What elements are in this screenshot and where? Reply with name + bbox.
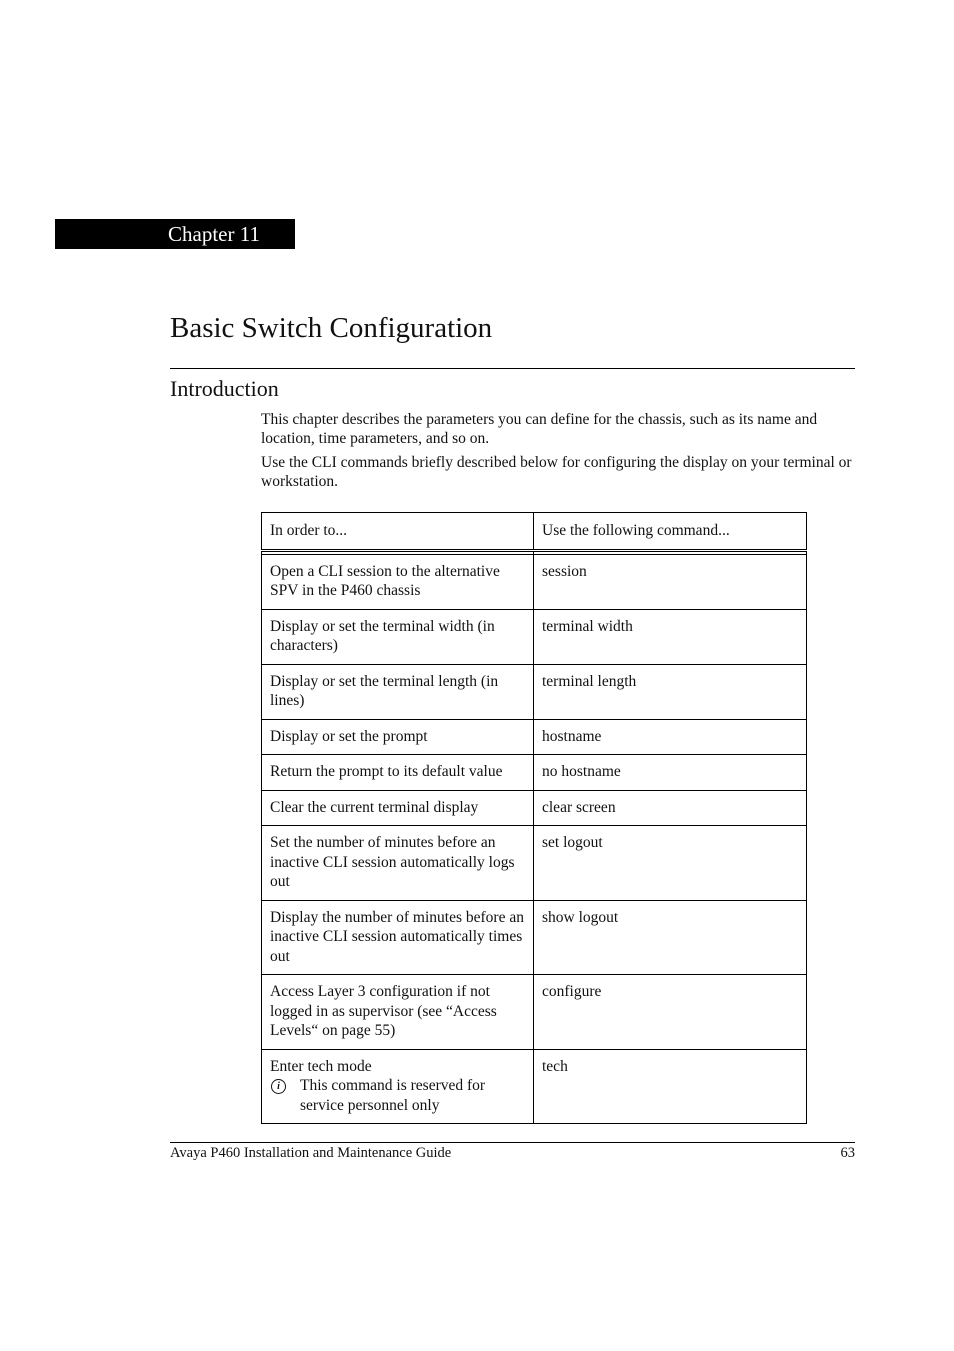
command-table xyxy=(261,512,807,1124)
task-cell: Display the number of minutes before an inactive CLI session automatically times out xyxy=(262,900,534,975)
note xyxy=(270,1076,525,1115)
table-row xyxy=(262,790,807,826)
table-header-row xyxy=(262,513,807,551)
footer-divider xyxy=(170,1142,855,1143)
table-row xyxy=(262,900,807,975)
command-cell: show logout xyxy=(534,900,807,975)
table-row xyxy=(262,975,807,1050)
chapter-label: Chapter 11 xyxy=(55,219,295,249)
note-text: This command is reserved for service personnel only xyxy=(300,1077,486,1114)
title-divider xyxy=(170,368,855,369)
task-cell xyxy=(262,1049,534,1124)
task-cell: Display or set the terminal length (in lines) xyxy=(262,664,534,719)
table-header-task: In order to... xyxy=(262,513,534,551)
table-row xyxy=(262,826,807,901)
intro-paragraph-2: Use the CLI commands briefly described below for configuring the display on your terminal or workstation. xyxy=(261,454,852,490)
task-cell: Return the prompt to its default value xyxy=(262,755,534,791)
page-number: 63 xyxy=(840,1145,855,1161)
task-cell: Access Layer 3 configuration if not logged in as supervisor (see “Access Levels“ on page 55) xyxy=(262,975,534,1050)
task-cell: Clear the current terminal display xyxy=(262,790,534,826)
table-row xyxy=(262,664,807,719)
footer-title: Avaya P460 Installation and Maintenance Guide xyxy=(170,1145,452,1161)
section-heading: Introduction xyxy=(170,376,279,401)
page-title: Basic Switch Configuration xyxy=(170,312,493,344)
command-cell: terminal length xyxy=(534,664,807,719)
task-cell: Display or set the terminal width (in characters) xyxy=(262,609,534,664)
command-cell: clear screen xyxy=(534,790,807,826)
info-icon: i xyxy=(271,1079,286,1094)
command-cell: no hostname xyxy=(534,755,807,791)
command-cell: configure xyxy=(534,975,807,1050)
table-header-command: Use the following command... xyxy=(534,513,807,551)
command-cell: hostname xyxy=(534,719,807,755)
task-cell: Open a CLI session to the alternative SPV in the P460 chassis xyxy=(262,554,534,609)
task-text: Enter tech mode xyxy=(270,1057,372,1075)
task-cell: Set the number of minutes before an inactive CLI session automatically logs out xyxy=(262,826,534,901)
table-row xyxy=(262,719,807,755)
intro-paragraph-1: This chapter describes the parameters you can define for the chassis, such as its name and location, time parameters, and so on. xyxy=(261,411,818,447)
table-row xyxy=(262,755,807,791)
command-cell: session xyxy=(534,554,807,609)
table-row xyxy=(262,554,807,609)
command-cell: set logout xyxy=(534,826,807,901)
table-row xyxy=(262,609,807,664)
command-cell: tech xyxy=(534,1049,807,1124)
command-cell: terminal width xyxy=(534,609,807,664)
table-row xyxy=(262,1049,807,1124)
task-cell: Display or set the prompt xyxy=(262,719,534,755)
